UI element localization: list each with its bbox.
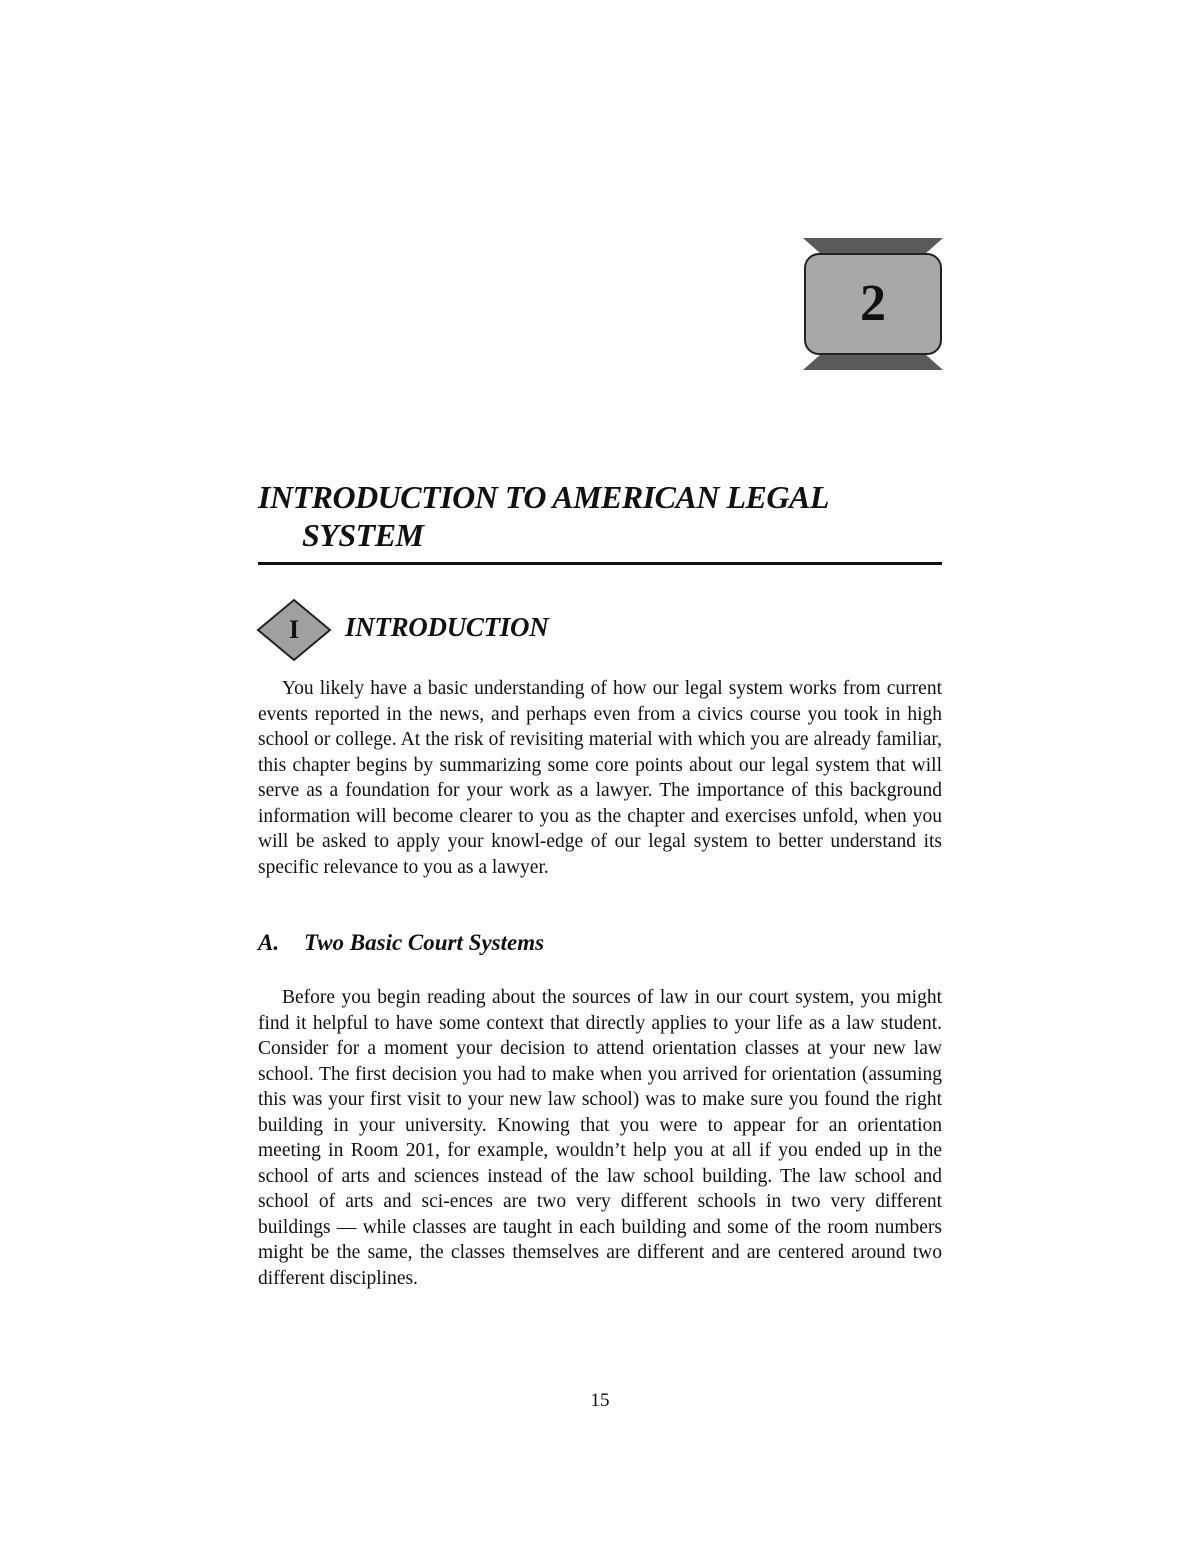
chapter-title-line2: SYSTEM	[302, 517, 424, 553]
section-heading	[256, 598, 942, 662]
chapter-badge	[803, 238, 943, 370]
title-divider	[258, 562, 942, 565]
page-number: 15	[590, 1390, 610, 1411]
section-title: INTRODUCTION	[345, 612, 549, 642]
chapter-number: 2	[860, 275, 886, 332]
section-diamond	[256, 598, 332, 662]
subsection-heading	[258, 930, 942, 956]
subsection-letter: A.	[258, 930, 280, 955]
intro-paragraph: You likely have a basic understanding of how our legal system works from current events reported in the news, and perhaps even from a civics course you took in high school or college. At the risk of revisiting material with which you are already familiar, this chapter begins by summarizing some core points about our legal system that will serve as a foundation for your work as a lawyer. The importance of this background information will become clearer to you as the chapter and exercises unfold, when you will be asked to apply your knowl-edge of our legal system to better understand its specific relevance to you as a lawyer.	[258, 678, 942, 878]
subsection-title: Two Basic Court Systems	[304, 930, 545, 955]
court-systems-paragraph: Before you begin reading about the sources of law in our court system, you might find it helpful to have some context that directly applies to your life as a law student. Consider for a moment your decision to attend orientation classes at your new law school. The first decision you had to make when you arrived for orientation (assuming this was your first visit to your new law school) was to make sure you found the right building in your university. Knowing that you were to appear for an orientation meeting in Room 201, for example, wouldn’t help you at all if you ended up in the school of arts and sciences instead of the law school building. The law school and school of arts and sci-ences are two very different schools in two very different buildings — while classes are taught in each building and some of the room numbers might be the same, the classes themselves are different and are centered around two different disciplines.	[258, 987, 942, 1289]
chapter-title-line1: INTRODUCTION TO AMERICAN LEGAL	[258, 479, 829, 515]
chapter-title	[258, 478, 942, 554]
section-numeral: I	[288, 615, 300, 644]
